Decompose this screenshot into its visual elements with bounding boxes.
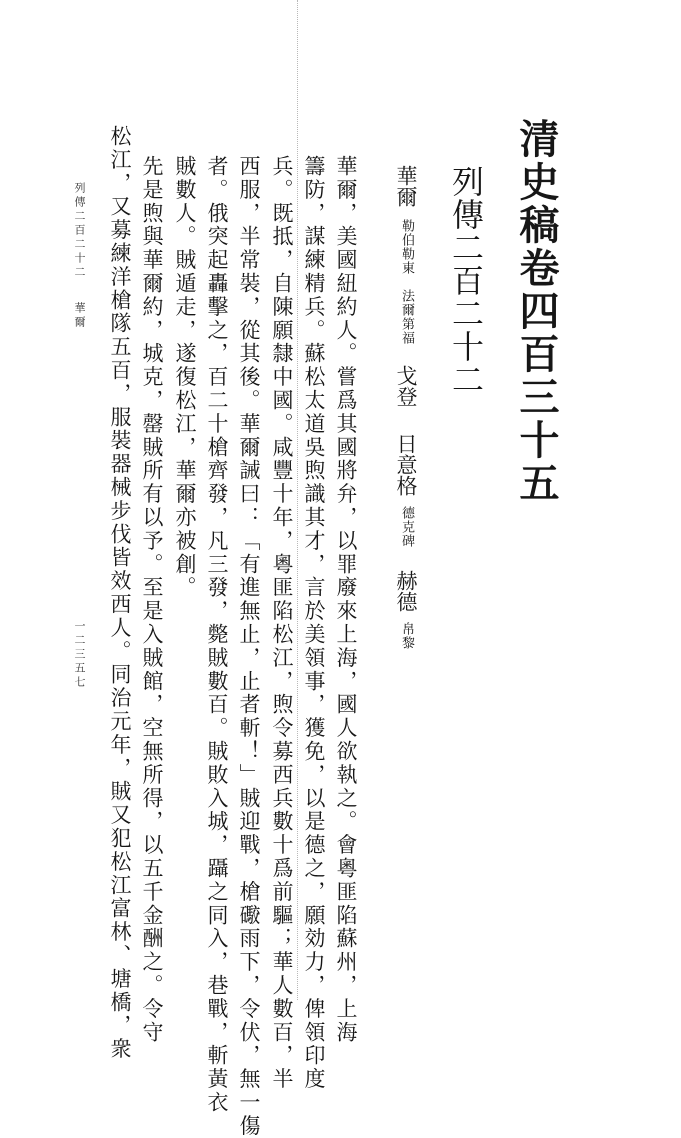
body-column-7: 先是煦與華爾約，城克，罄賊所有以予。至是入賊館，空無所得，以五千金酬之。令守 bbox=[140, 155, 164, 1045]
name-he-de: 赫德 bbox=[394, 570, 418, 612]
margin-section-label: 列傳二百二十二 bbox=[73, 182, 86, 280]
names-column bbox=[395, 165, 416, 650]
book-title: 清史稿卷四百三十五 bbox=[513, 118, 560, 505]
body-column-5: 者。俄突起轟擊之，百二十槍齊發，凡三發，斃賊數百。賊敗入城，躡之同入，巷戰，斬黃衣 bbox=[205, 155, 229, 1115]
body-column-3: 兵。既抵，自陳願隸中國。咸豐十年，粵匪陷松江，煦令募西兵數十爲前驅；華人數百，半 bbox=[270, 155, 294, 1091]
name-note-hua-er: 勒伯勒東 法爾第福 bbox=[399, 219, 414, 345]
body-column-6: 賊數人。賊遁走，遂復松江，華爾亦被創。 bbox=[173, 155, 197, 600]
name-ri-yi-ge: 日意格 bbox=[394, 433, 418, 496]
name-note-he-de: 帛黎 bbox=[399, 622, 414, 650]
body-column-8: 松江，又募練洋槍隊五百，服裝器械步伐皆效西人。同治元年，賊又犯松江富林、塘橋，衆 bbox=[108, 125, 132, 1061]
body-column-2: 籌防，謀練精兵。蘇松太道吳煦識其才，言於美領事，獲免，以是德之，願効力，俾領印度 bbox=[302, 155, 326, 1091]
name-ge-deng: 戈登 bbox=[394, 365, 418, 407]
fold-guide-line bbox=[297, 0, 299, 1000]
margin-name-label: 華爾 bbox=[73, 302, 86, 330]
body-column-1: 華爾，美國紐約人。嘗爲其國將弁，以罪廢來上海，國人欲執之。會粵匪陷蘇州，上海 bbox=[334, 155, 358, 1045]
name-hua-er: 華爾 bbox=[394, 165, 418, 207]
body-column-4: 西服，半常裝，從其後。華爾誡曰：「有進無止，止者斬！」賊迎戰，槍礮雨下，令伏，無一傷 bbox=[237, 155, 261, 1138]
margin-column bbox=[74, 182, 85, 690]
name-note-ri-yi-ge: 德克碑 bbox=[399, 506, 414, 548]
page-number: 一二三五七 bbox=[73, 620, 86, 690]
chapter-title: 列傳二百二十二 bbox=[447, 165, 485, 396]
